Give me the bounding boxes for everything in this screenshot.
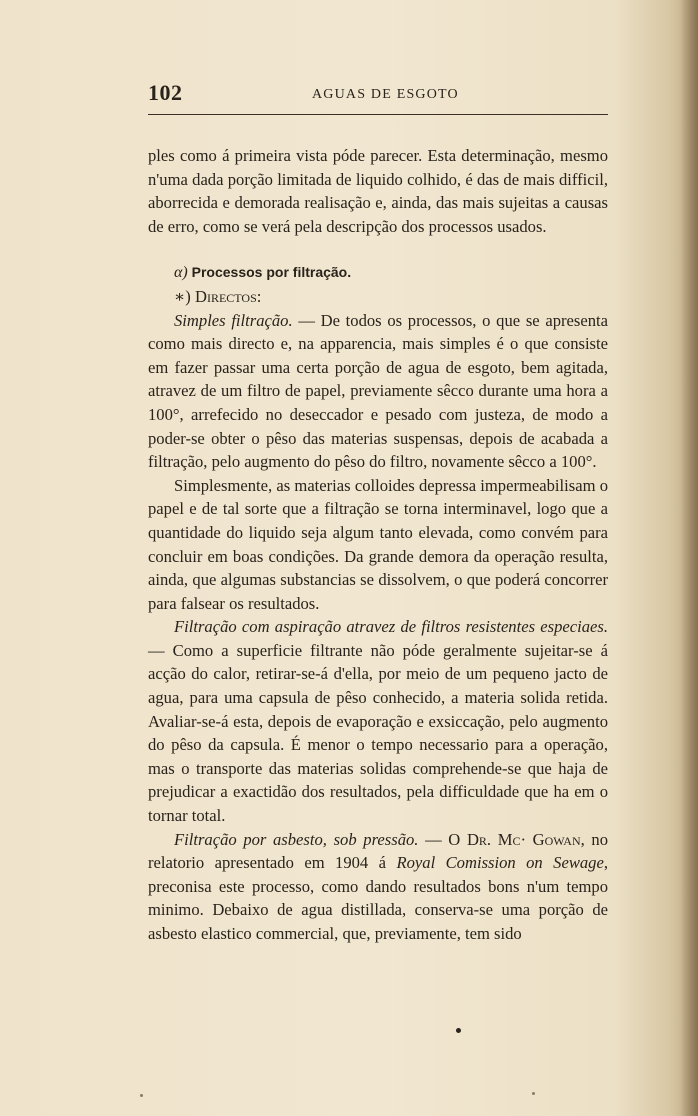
- subsection-marker: ∗): [174, 286, 191, 306]
- paragraph-aspiration: [148, 615, 608, 827]
- author-name: Dr. Mc· Gowan: [466, 829, 581, 849]
- paragraph-asbestos: [148, 828, 608, 946]
- header-rule: [148, 114, 608, 115]
- page-number: 102: [148, 80, 183, 105]
- paper-speck: [532, 1092, 535, 1095]
- paragraph-lead: Filtração com aspiração atravez de filtros resistentes especiaes.: [174, 617, 608, 637]
- page-body: [148, 144, 608, 946]
- paragraph-text: , no relatorio apresentado em 1904 á: [148, 829, 609, 873]
- commission-name: Royal Comission on Sewage: [396, 853, 604, 873]
- subsection-heading: [148, 285, 608, 309]
- section-marker: α): [174, 264, 188, 282]
- page-edge-shadow: [680, 0, 698, 1116]
- section-heading-text: Processos por filtração.: [191, 264, 352, 281]
- paragraph-lead: Simples filtração.: [174, 310, 293, 330]
- paragraph-simple-filtration: [148, 309, 608, 474]
- paragraph-text: , preconisa este processo, como dando resultados bons n'um tempo minimo. Debaixo de agua distillada, conserva-se uma porção de asbesto elastico commercial, que, previamente, tem sido: [148, 853, 609, 943]
- paragraph-text: — O: [418, 829, 467, 849]
- ink-dot: [456, 1028, 461, 1033]
- section-gap: [148, 238, 608, 261]
- page-header: [148, 80, 608, 114]
- paragraph-colloids: Simplesmente, as materias colloides depressa impermeabilisam o papel e de tal sorte que a filtração se torna interminavel, logo que a quantidade do liquido seja algum tanto elevada, como convém para concluir em boas condições. Da grande demora da operação resulta, ainda, que algumas substancias se dissolvem, o que poderá concorrer para falsear os resultados.: [148, 475, 608, 613]
- paragraph-lead: Filtração por asbesto, sob pressão.: [174, 829, 419, 849]
- paper-speck: [140, 1094, 143, 1097]
- section-heading: [148, 261, 608, 285]
- running-title: AGUAS DE ESGOTO: [312, 87, 459, 102]
- paragraph-text: — De todos os processos, o que se apresenta como mais directo e, na apparencia, mais simples é o que consiste em fazer passar uma certa porção de agua de esgoto, bem agitada, atravez de um filtro de papel, previamente sêcco durante uma hora a 100°, arrefecido no deseccador e pesado com justeza, de modo a poder-se obter o pêso das materias suspensas, depois de acabada a filtração, pelo augmento do pêso do filtro, novamente sêcco a 100°.: [148, 310, 608, 472]
- paragraph-continuation: ples como á primeira vista póde parecer. Esta determinação, mesmo n'uma dada porção limitada de liquido colhido, é das de mais difficil, aborrecida e demorada realisação e, ainda, das mais sujeitas a causas de erro, como se verá pela descripção dos processos usados.: [148, 146, 608, 236]
- paragraph-text: — Como a superficie filtrante não póde geralmente sujeitar-se á acção do calor, retirar-se-á d'ella, por meio de um pequeno jacto de agua, para uma capsula de pêso conhecido, a materia solida retida. Avaliar-se-á esta, depois de evaporação e exsiccação, pelo augmento do pêso da capsula. É menor o tempo necessario para a operação, mas o transporte das materias solidas comprehende-se que haja de prejudicar a exactidão dos resultados, pela difficuldade que ha em o tornar total.: [148, 640, 608, 826]
- subsection-heading-text: Directos:: [194, 286, 262, 306]
